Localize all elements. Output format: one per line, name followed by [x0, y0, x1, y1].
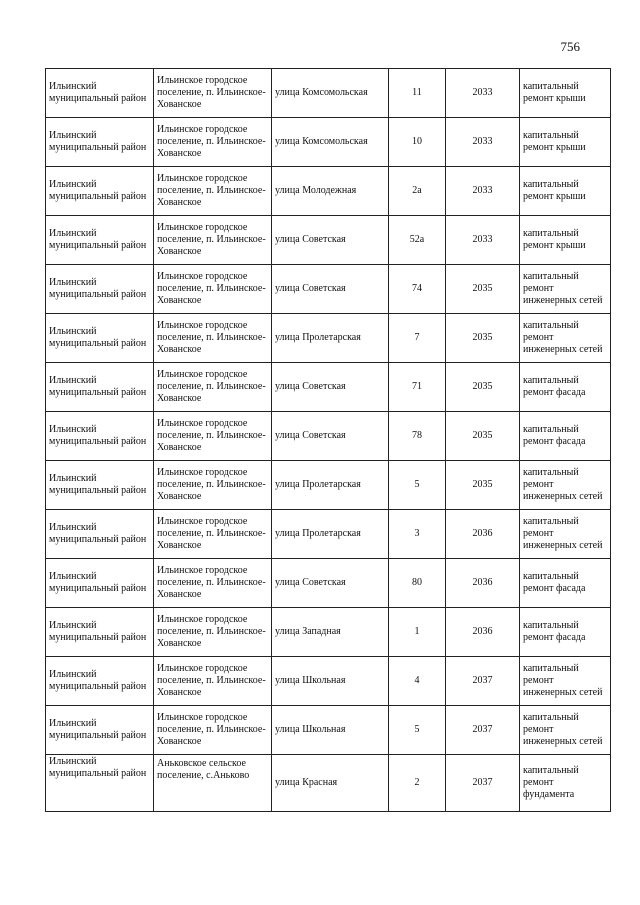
house-number-cell: 2а — [389, 167, 446, 216]
district-cell: Ильинский муниципальный район — [46, 265, 154, 314]
district-cell: Ильинский муниципальный район — [46, 461, 154, 510]
year-cell: 2035 — [446, 461, 520, 510]
settlement-cell: Ильинское городское поселение, п. Ильинское-Хованское — [154, 314, 272, 363]
work-type-cell: капитальный ремонт инженерных сетей — [520, 314, 611, 363]
year-cell: 2037 — [446, 755, 520, 812]
table-row — [46, 216, 611, 265]
settlement-cell: Ильинское городское поселение, п. Ильинское-Хованское — [154, 265, 272, 314]
street-cell: улица Советская — [272, 363, 389, 412]
work-type-cell: капитальный ремонт инженерных сетей — [520, 461, 611, 510]
work-type-cell: капитальный ремонт крыши — [520, 167, 611, 216]
work-type-cell: капитальный ремонт фундамента — [520, 755, 611, 812]
district-cell: Ильинский муниципальный район — [46, 706, 154, 755]
repair-schedule-table — [45, 68, 611, 812]
table-row — [46, 167, 611, 216]
house-number-cell: 78 — [389, 412, 446, 461]
year-cell: 2033 — [446, 118, 520, 167]
year-cell: 2036 — [446, 510, 520, 559]
work-type-cell: капитальный ремонт фасада — [520, 412, 611, 461]
year-cell: 2033 — [446, 69, 520, 118]
work-type-cell: капитальный ремонт крыши — [520, 118, 611, 167]
district-cell: Ильинский муниципальный район — [46, 314, 154, 363]
settlement-cell: Ильинское городское поселение, п. Ильинское-Хованское — [154, 608, 272, 657]
table-row — [46, 69, 611, 118]
settlement-cell: Ильинское городское поселение, п. Ильинское-Хованское — [154, 118, 272, 167]
year-cell: 2035 — [446, 265, 520, 314]
house-number-cell: 7 — [389, 314, 446, 363]
year-cell: 2035 — [446, 363, 520, 412]
house-number-cell: 52а — [389, 216, 446, 265]
year-cell: 2033 — [446, 167, 520, 216]
street-cell: улица Комсомольская — [272, 69, 389, 118]
work-type-cell: капитальный ремонт фасада — [520, 608, 611, 657]
table-row — [46, 559, 611, 608]
settlement-cell: Ильинское городское поселение, п. Ильинское-Хованское — [154, 412, 272, 461]
table-row — [46, 412, 611, 461]
settlement-cell: Ильинское городское поселение, п. Ильинское-Хованское — [154, 706, 272, 755]
district-cell: Ильинский муниципальный район — [46, 167, 154, 216]
street-cell: улица Советская — [272, 216, 389, 265]
year-cell: 2035 — [446, 314, 520, 363]
table-row — [46, 755, 611, 812]
house-number-cell: 5 — [389, 706, 446, 755]
settlement-cell: Ильинское городское поселение, п. Ильинское-Хованское — [154, 657, 272, 706]
table-row — [46, 657, 611, 706]
settlement-cell: Ильинское городское поселение, п. Ильинское-Хованское — [154, 363, 272, 412]
street-cell: улица Школьная — [272, 706, 389, 755]
street-cell: улица Западная — [272, 608, 389, 657]
year-cell: 2037 — [446, 706, 520, 755]
house-number-cell: 2 — [389, 755, 446, 812]
district-cell: Ильинский муниципальный район — [46, 412, 154, 461]
street-cell: улица Красная — [272, 755, 389, 812]
street-cell: улица Школьная — [272, 657, 389, 706]
house-number-cell: 11 — [389, 69, 446, 118]
district-cell: Ильинский муниципальный район — [46, 69, 154, 118]
settlement-cell: Ильинское городское поселение, п. Ильинское-Хованское — [154, 216, 272, 265]
table-row — [46, 118, 611, 167]
table-row — [46, 363, 611, 412]
table-row — [46, 608, 611, 657]
table-row — [46, 510, 611, 559]
settlement-cell: Ильинское городское поселение, п. Ильинское-Хованское — [154, 167, 272, 216]
settlement-cell: Ильинское городское поселение, п. Ильинское-Хованское — [154, 559, 272, 608]
work-type-cell: капитальный ремонт крыши — [520, 216, 611, 265]
house-number-cell: 1 — [389, 608, 446, 657]
house-number-cell: 3 — [389, 510, 446, 559]
table-row — [46, 314, 611, 363]
street-cell: улица Пролетарская — [272, 461, 389, 510]
district-cell: Ильинский муниципальный район — [46, 559, 154, 608]
work-type-cell: капитальный ремонт инженерных сетей — [520, 265, 611, 314]
work-type-cell: капитальный ремонт инженерных сетей — [520, 510, 611, 559]
house-number-cell: 74 — [389, 265, 446, 314]
street-cell: улица Комсомольская — [272, 118, 389, 167]
street-cell: улица Пролетарская — [272, 314, 389, 363]
work-type-cell: капитальный ремонт инженерных сетей — [520, 706, 611, 755]
settlement-cell: Ильинское городское поселение, п. Ильинское-Хованское — [154, 510, 272, 559]
district-cell: Ильинский муниципальный район — [46, 118, 154, 167]
district-cell: Ильинский муниципальный район — [46, 510, 154, 559]
year-cell: 2035 — [446, 412, 520, 461]
district-cell: Ильинский муниципальный район — [46, 657, 154, 706]
district-cell: Ильинский муниципальный район — [46, 608, 154, 657]
house-number-cell: 71 — [389, 363, 446, 412]
year-cell: 2036 — [446, 559, 520, 608]
table-row — [46, 461, 611, 510]
settlement-cell: Ильинское городское поселение, п. Ильинское-Хованское — [154, 461, 272, 510]
work-type-cell: капитальный ремонт крыши — [520, 69, 611, 118]
house-number-cell: 4 — [389, 657, 446, 706]
district-cell: Ильинский муниципальный район — [46, 755, 154, 812]
work-type-cell: капитальный ремонт фасада — [520, 559, 611, 608]
page-number: 756 — [560, 39, 580, 54]
year-cell: 2036 — [446, 608, 520, 657]
house-number-cell: 10 — [389, 118, 446, 167]
year-cell: 2037 — [446, 657, 520, 706]
settlement-cell: Ильинское городское поселение, п. Ильинское-Хованское — [154, 69, 272, 118]
district-cell: Ильинский муниципальный район — [46, 363, 154, 412]
street-cell: улица Советская — [272, 412, 389, 461]
street-cell: улица Пролетарская — [272, 510, 389, 559]
table-row — [46, 706, 611, 755]
table-row — [46, 265, 611, 314]
district-cell: Ильинский муниципальный район — [46, 216, 154, 265]
settlement-cell: Аньковское сельское поселение, с.Аньково — [154, 755, 272, 812]
year-cell: 2033 — [446, 216, 520, 265]
house-number-cell: 80 — [389, 559, 446, 608]
work-type-cell: капитальный ремонт фасада — [520, 363, 611, 412]
street-cell: улица Советская — [272, 559, 389, 608]
work-type-cell: капитальный ремонт инженерных сетей — [520, 657, 611, 706]
street-cell: улица Советская — [272, 265, 389, 314]
street-cell: улица Молодежная — [272, 167, 389, 216]
house-number-cell: 5 — [389, 461, 446, 510]
